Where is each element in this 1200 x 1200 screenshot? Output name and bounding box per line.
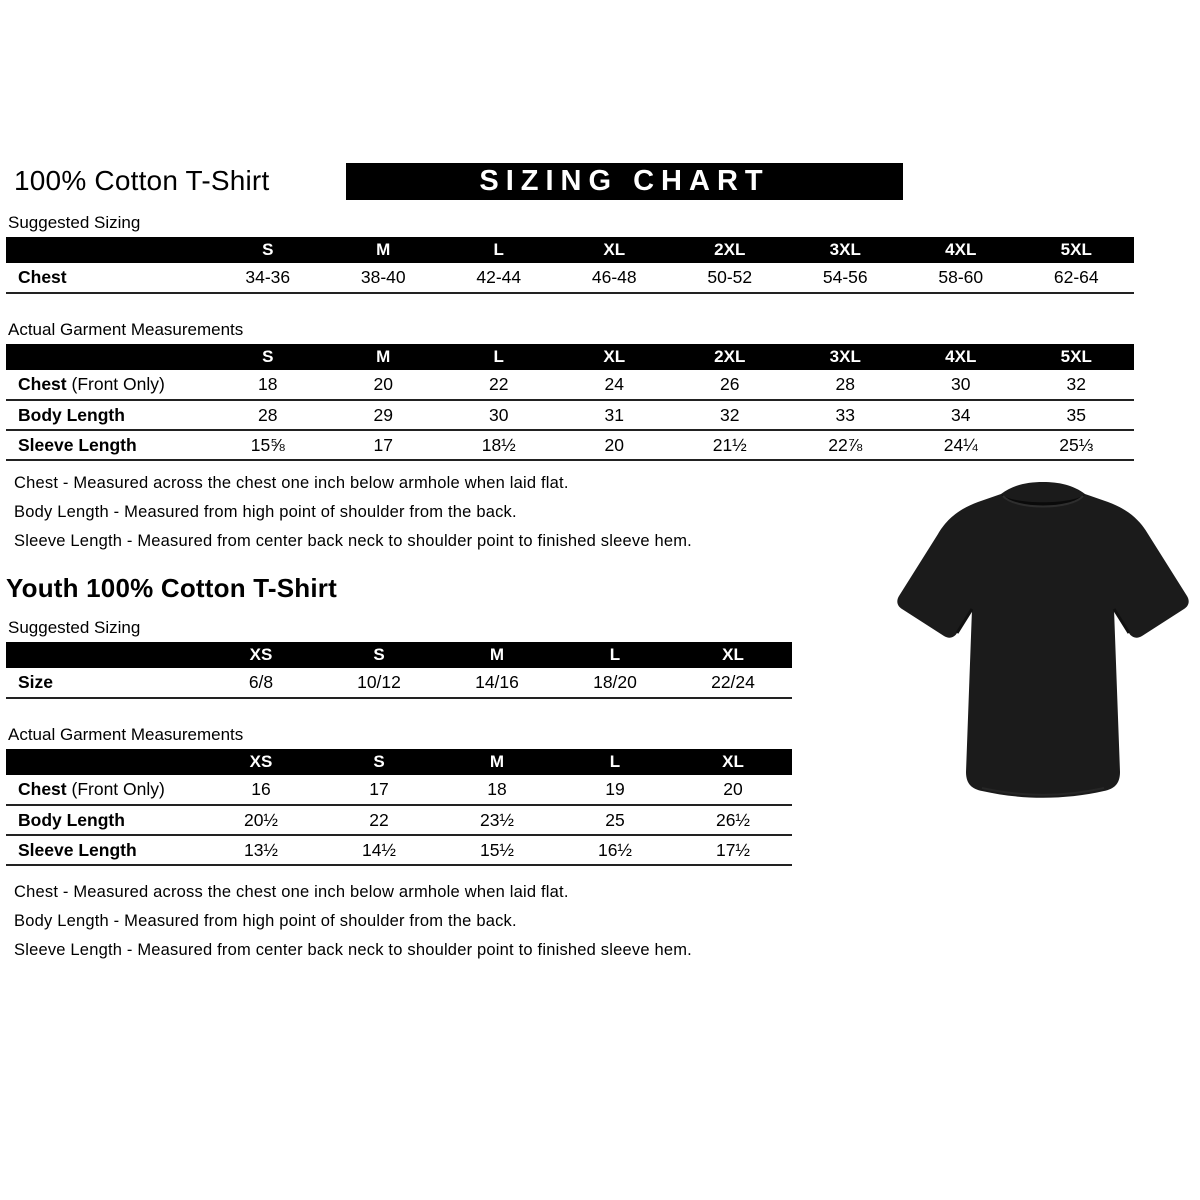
corner-cell bbox=[6, 344, 210, 370]
note-body-length: Body Length - Measured from high point of shoulder from the back. bbox=[14, 912, 517, 930]
adult-title: 100% Cotton T-Shirt bbox=[14, 165, 270, 196]
cell: 54-56 bbox=[788, 263, 904, 293]
table-row bbox=[6, 370, 1134, 400]
column-header: S bbox=[320, 642, 438, 668]
cell: 24¼ bbox=[903, 430, 1019, 460]
column-header: 5XL bbox=[1019, 237, 1135, 263]
cell: 24 bbox=[557, 370, 673, 400]
row-label-suffix: (Front Only) bbox=[71, 374, 165, 394]
column-header: 3XL bbox=[788, 237, 904, 263]
column-header: 2XL bbox=[672, 344, 788, 370]
cell: 17 bbox=[320, 775, 438, 805]
cell: 6/8 bbox=[202, 668, 320, 698]
cell: 14/16 bbox=[438, 668, 556, 698]
table-row bbox=[6, 835, 792, 865]
cell: 62-64 bbox=[1019, 263, 1135, 293]
cell: 26½ bbox=[674, 805, 792, 835]
column-header: 5XL bbox=[1019, 344, 1135, 370]
note-chest: Chest - Measured across the chest one inch below armhole when laid flat. bbox=[14, 474, 569, 492]
column-header: 4XL bbox=[903, 237, 1019, 263]
row-label: Sleeve Length bbox=[6, 430, 210, 460]
cell: 20 bbox=[557, 430, 673, 460]
cell: 34 bbox=[903, 400, 1019, 430]
header-row bbox=[6, 344, 1134, 370]
cell: 18 bbox=[210, 370, 326, 400]
row-label: Size bbox=[6, 668, 202, 698]
cell: 58-60 bbox=[903, 263, 1019, 293]
column-header: XL bbox=[557, 237, 673, 263]
corner-cell bbox=[6, 749, 202, 775]
cell: 22/24 bbox=[674, 668, 792, 698]
cell: 50-52 bbox=[672, 263, 788, 293]
row-label bbox=[6, 775, 202, 805]
column-header: L bbox=[556, 749, 674, 775]
youth-garment-label: Actual Garment Measurements bbox=[8, 725, 244, 744]
row-label-main: Chest bbox=[18, 779, 67, 799]
table-row bbox=[6, 430, 1134, 460]
header-row bbox=[6, 237, 1134, 263]
column-header: XL bbox=[674, 642, 792, 668]
cell: 18½ bbox=[441, 430, 557, 460]
row-label: Body Length bbox=[6, 400, 210, 430]
cell: 14½ bbox=[320, 835, 438, 865]
column-header: 3XL bbox=[788, 344, 904, 370]
table-row bbox=[6, 400, 1134, 430]
cell: 42-44 bbox=[441, 263, 557, 293]
column-header: M bbox=[438, 642, 556, 668]
youth-suggested-label: Suggested Sizing bbox=[8, 618, 141, 637]
column-header: S bbox=[210, 344, 326, 370]
table-row bbox=[6, 775, 792, 805]
column-header: XL bbox=[557, 344, 673, 370]
column-header: M bbox=[326, 344, 442, 370]
cell: 17 bbox=[326, 430, 442, 460]
cell: 28 bbox=[210, 400, 326, 430]
cell: 23½ bbox=[438, 805, 556, 835]
cell: 31 bbox=[557, 400, 673, 430]
cell: 46-48 bbox=[557, 263, 673, 293]
column-header: XS bbox=[202, 749, 320, 775]
table-row bbox=[6, 668, 792, 698]
adult-garment-label: Actual Garment Measurements bbox=[8, 320, 244, 339]
cell: 20 bbox=[326, 370, 442, 400]
note-body-length: Body Length - Measured from high point of shoulder from the back. bbox=[14, 503, 517, 521]
cell: 18 bbox=[438, 775, 556, 805]
adult-garment-table bbox=[6, 344, 1134, 461]
cell: 16½ bbox=[556, 835, 674, 865]
cell: 17½ bbox=[674, 835, 792, 865]
cell: 35 bbox=[1019, 400, 1135, 430]
sizing-chart-banner: SIZING CHART bbox=[346, 163, 903, 200]
column-header: 2XL bbox=[672, 237, 788, 263]
cell: 33 bbox=[788, 400, 904, 430]
note-sleeve-length: Sleeve Length - Measured from center back neck to shoulder point to finished sleeve hem. bbox=[14, 532, 692, 550]
column-header: L bbox=[441, 237, 557, 263]
cell: 28 bbox=[788, 370, 904, 400]
cell: 32 bbox=[672, 400, 788, 430]
row-label-main: Chest bbox=[18, 374, 67, 394]
youth-measurement-notes bbox=[6, 883, 1200, 960]
cell: 18/20 bbox=[556, 668, 674, 698]
cell: 13½ bbox=[202, 835, 320, 865]
column-header: M bbox=[438, 749, 556, 775]
cell: 34-36 bbox=[210, 263, 326, 293]
column-header: M bbox=[326, 237, 442, 263]
row-label: Sleeve Length bbox=[6, 835, 202, 865]
cell: 38-40 bbox=[326, 263, 442, 293]
cell: 15⅝ bbox=[210, 430, 326, 460]
cell: 20½ bbox=[202, 805, 320, 835]
youth-suggested-table bbox=[6, 642, 792, 699]
cell: 21½ bbox=[672, 430, 788, 460]
corner-cell bbox=[6, 642, 202, 668]
cell: 32 bbox=[1019, 370, 1135, 400]
adult-suggested-table bbox=[6, 237, 1134, 294]
row-label-suffix: (Front Only) bbox=[71, 779, 165, 799]
adult-suggested-label: Suggested Sizing bbox=[8, 213, 141, 232]
cell: 30 bbox=[441, 400, 557, 430]
cell: 22 bbox=[441, 370, 557, 400]
cell: 22⅞ bbox=[788, 430, 904, 460]
column-header: 4XL bbox=[903, 344, 1019, 370]
header-row bbox=[6, 642, 792, 668]
cell: 19 bbox=[556, 775, 674, 805]
column-header: XL bbox=[674, 749, 792, 775]
row-label: Body Length bbox=[6, 805, 202, 835]
column-header: S bbox=[210, 237, 326, 263]
corner-cell bbox=[6, 237, 210, 263]
column-header: XS bbox=[202, 642, 320, 668]
cell: 16 bbox=[202, 775, 320, 805]
cell: 25 bbox=[556, 805, 674, 835]
column-header: S bbox=[320, 749, 438, 775]
table-row bbox=[6, 805, 792, 835]
column-header: L bbox=[441, 344, 557, 370]
youth-garment-table bbox=[6, 749, 792, 866]
cell: 10/12 bbox=[320, 668, 438, 698]
row-label: Chest bbox=[6, 263, 210, 293]
note-chest: Chest - Measured across the chest one inch below armhole when laid flat. bbox=[14, 883, 569, 901]
cell: 30 bbox=[903, 370, 1019, 400]
column-header: L bbox=[556, 642, 674, 668]
note-sleeve-length: Sleeve Length - Measured from center back neck to shoulder point to finished sleeve hem. bbox=[14, 941, 692, 959]
row-label bbox=[6, 370, 210, 400]
cell: 26 bbox=[672, 370, 788, 400]
cell: 22 bbox=[320, 805, 438, 835]
table-row bbox=[6, 263, 1134, 293]
cell: 29 bbox=[326, 400, 442, 430]
youth-title: Youth 100% Cotton T-Shirt bbox=[6, 573, 337, 603]
header-row bbox=[6, 749, 792, 775]
page-header bbox=[6, 163, 1200, 207]
tshirt-image bbox=[893, 478, 1193, 834]
cell: 15½ bbox=[438, 835, 556, 865]
cell: 20 bbox=[674, 775, 792, 805]
cell: 25⅓ bbox=[1019, 430, 1135, 460]
